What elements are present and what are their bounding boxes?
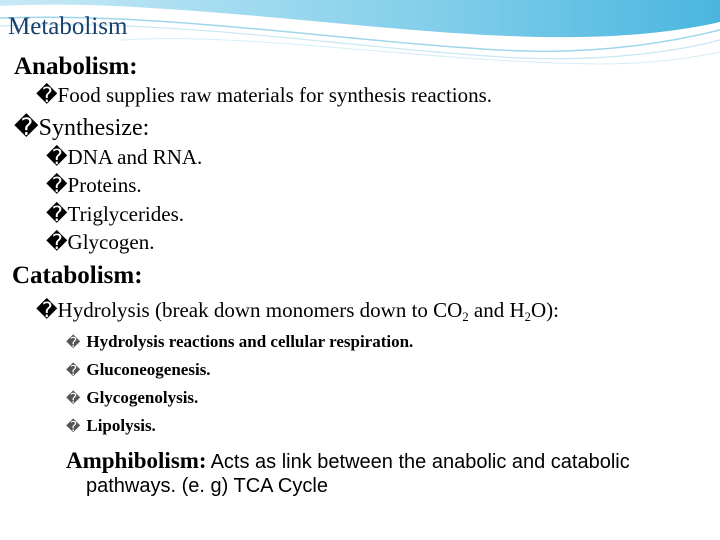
bullet-icon: �: [46, 202, 68, 226]
item-text: Proteins.: [67, 173, 142, 197]
bullet-icon: �: [66, 335, 81, 351]
bullet-icon: �: [36, 298, 58, 322]
item-text: Glycogen.: [67, 230, 155, 254]
list-item: [66, 361, 211, 378]
list-item: [46, 204, 184, 225]
item-text: Hydrolysis reactions and cellular respiration.: [86, 332, 414, 351]
item-text: DNA and RNA.: [67, 145, 203, 169]
hydrolysis-text-mid: and H: [468, 298, 525, 322]
bullet-icon: �: [46, 230, 68, 254]
food-supplies-line: [36, 85, 492, 106]
amphibolism-line: [66, 449, 630, 472]
bullet-icon: �: [36, 83, 58, 107]
amphibolism-heading: Amphibolism:: [66, 448, 207, 473]
bullet-icon: �: [14, 113, 39, 141]
list-item: [66, 417, 156, 434]
h2o-subscript: 2: [524, 309, 531, 324]
item-text: Triglycerides.: [67, 202, 185, 226]
synthesize-line: [14, 115, 149, 140]
catabolism-heading: Catabolism:: [12, 262, 143, 289]
synthesize-text: Synthesize:: [38, 115, 150, 141]
list-item: [46, 147, 202, 168]
slide-title: Metabolism: [8, 13, 128, 40]
list-item: [46, 232, 154, 253]
bullet-icon: �: [66, 363, 81, 379]
item-text: Lipolysis.: [86, 416, 156, 435]
amphibolism-continuation: pathways. (e. g) TCA Cycle: [86, 475, 328, 497]
hydrolysis-text: Hydrolysis (break down monomers down to CO: [57, 298, 463, 322]
food-supplies-text: Food supplies raw materials for synthesis reactions.: [57, 83, 493, 107]
list-item: [46, 175, 142, 196]
item-text: Glycogenolysis.: [86, 388, 199, 407]
list-item: [66, 333, 413, 350]
hydrolysis-line: [36, 300, 559, 323]
list-item: [66, 389, 198, 406]
bullet-icon: �: [66, 419, 81, 435]
bullet-icon: �: [46, 173, 68, 197]
hydrolysis-text-end: O):: [530, 298, 559, 322]
amphibolism-text: Acts as link between the anabolic and catabolic: [210, 451, 630, 473]
bullet-icon: �: [66, 391, 81, 407]
co2-subscript: 2: [462, 309, 469, 324]
anabolism-heading: Anabolism:: [14, 53, 138, 80]
bullet-icon: �: [46, 145, 68, 169]
item-text: Gluconeogenesis.: [86, 360, 211, 379]
